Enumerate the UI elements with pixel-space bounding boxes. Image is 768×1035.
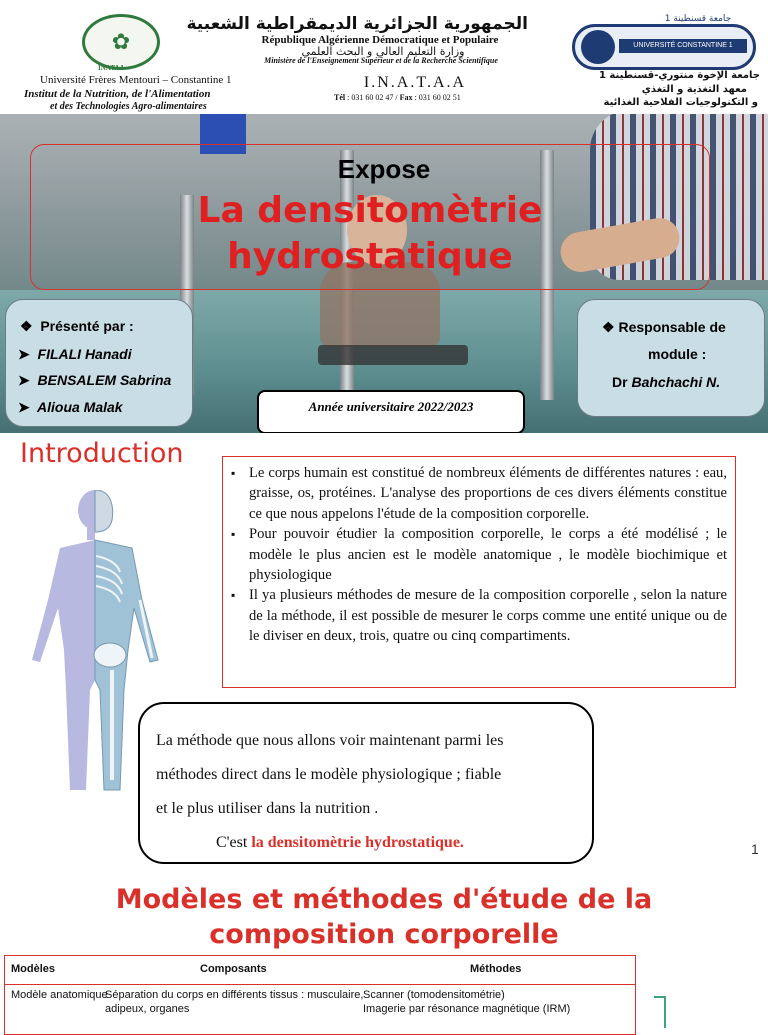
presenters-label: Présenté par : xyxy=(40,318,134,334)
presenters-heading: ❖ Présenté par : xyxy=(20,318,134,334)
institution-header xyxy=(0,0,768,114)
method-callout xyxy=(138,702,594,864)
table-header-row xyxy=(5,956,635,985)
models-heading-line-1: Modèles et méthodes d'étude de la xyxy=(115,884,653,915)
fax-number: : 031 60 02 51 xyxy=(414,93,461,102)
presenter-name: Alioua Malak xyxy=(37,399,123,415)
republic-french: République Algérienne Démocratique et Populaire xyxy=(261,34,499,46)
supervisor-title: Dr xyxy=(612,374,628,390)
method-line-1: La méthode que nous allons voir maintenant parmi les xyxy=(156,732,504,749)
institute-line-1: Institut de la Nutrition, de l'Alimentation xyxy=(24,88,211,100)
fax-label: Fax xyxy=(399,93,413,102)
introduction-heading: Introduction xyxy=(20,438,184,469)
title-slide xyxy=(0,0,768,433)
page-number: 1 xyxy=(751,841,759,857)
table-cell-methods: Imagerie par résonance magnétique (IRM) xyxy=(363,1003,571,1015)
university-arabic: جامعة الإخوة منتوري-قسنطينة 1 xyxy=(598,70,760,81)
presenters-card xyxy=(5,299,193,427)
models-heading-line-2: composition corporelle xyxy=(209,919,559,950)
presenter-item: ➤ BENSALEM Sabrina xyxy=(18,372,172,388)
models-table xyxy=(4,955,636,1035)
contact-line: Tél : 031 60 02 47 / Fax : 031 60 02 51 xyxy=(334,93,461,102)
weighing-chair-image xyxy=(318,345,468,365)
bullet-item: ▪ Pour pouvoir étudier la composition corporelle, le corps a été modélisé ; le modèle le plus ancien est le modèle anatomique , le modèle biochimique et physiologique xyxy=(229,524,727,585)
ministry-french: Ministère de l'Enseignement Supérieur et de la Recherche Scientifique xyxy=(264,56,498,65)
models-heading xyxy=(0,882,768,952)
republic-arabic: الجمهورية الجزائرية الديمقراطية الشعبية xyxy=(186,14,528,34)
presenter-item: ➤ Alioua Malak xyxy=(18,399,123,415)
title-line-2: hydrostatique xyxy=(227,236,513,277)
presenter-item: ➤ FILALI Hanadi xyxy=(18,346,132,362)
table-header-cell: Modèles xyxy=(11,963,56,975)
university-name: Université Frères Mentouri – Constantine 1 xyxy=(40,74,232,86)
table-cell-methods: Scanner (tomodensitométrie) xyxy=(363,989,505,1001)
university-logo-banner: UNIVERSITÉ CONSTANTINE 1 xyxy=(619,39,747,53)
introduction-bullet-box xyxy=(222,456,736,688)
method-highlight: la densitomètrie hydrostatique. xyxy=(251,834,464,851)
tel-label: Tél xyxy=(334,93,346,102)
university-emblem-icon xyxy=(581,30,615,64)
university-logo-arabic: جامعة قسنطينة 1 xyxy=(664,14,732,24)
supervisor-role: Responsable de xyxy=(618,319,726,335)
supervisor-module: module : xyxy=(648,346,707,362)
academic-year: Année universitaire 2022/2023 xyxy=(257,390,525,433)
institute-arabic-1: معهد التغذية و التغذي xyxy=(641,84,747,95)
method-prefix: C'est xyxy=(216,834,248,851)
bullet-item: ▪ Le corps humain est constitué de nombreux éléments de différentes natures : eau, graisse, os, protéines. L'analyse des proportions de ces divers éléments constitue ce que nous appelons l'étude de la composition corporelle. xyxy=(229,463,727,524)
presenter-name: BENSALEM Sabrina xyxy=(37,372,172,388)
tel-number: : 031 60 02 47 xyxy=(347,93,394,102)
table-header-cell: Composants xyxy=(200,963,267,975)
presenter-name: FILALI Hanadi xyxy=(37,346,132,362)
supervisor-name-line xyxy=(612,374,720,390)
institute-arabic-2: و التكنولوجيات الفلاحية الغذائية xyxy=(603,97,758,108)
supervisor-name: Bahchachi N. xyxy=(631,374,721,390)
table-header-cell: Méthodes xyxy=(470,963,522,975)
method-conclusion xyxy=(216,834,464,852)
supervisor-card xyxy=(577,299,765,417)
table-cell-components: adipeux, organes xyxy=(105,1003,190,1015)
supervisor-heading: ❖ Responsable de xyxy=(602,319,726,335)
constantine-university-logo xyxy=(572,24,756,70)
expose-label: Expose xyxy=(337,154,431,184)
table-cell-components: Séparation du corps en différents tissus : musculaire, xyxy=(105,989,364,1001)
inataa-logo-text: INATAA xyxy=(98,64,125,72)
institute-line-2: et des Technologies Agro-alimentaires xyxy=(50,101,207,112)
table-cell-model: Modèle anatomique xyxy=(11,989,108,1001)
bullet-item: ▪ Il ya plusieurs méthodes de mesure de la composition corporelle , selon la nature de la méthode, il est possible de mesurer le corps comme une entité unique ou de le diviser en deux, trois, quatre ou cinq compartiments. xyxy=(229,585,727,646)
inataa-acronym: I.N.A.T.A.A xyxy=(363,74,467,91)
method-line-2: méthodes direct dans le modèle physiologique ; fiable xyxy=(156,766,502,783)
ministry-arabic: وزارة التعليم العالي و البحث العلمي xyxy=(301,45,465,58)
bracket-decoration xyxy=(654,996,666,1028)
inataa-logo: ✿ xyxy=(82,14,160,70)
method-line-3: et le plus utiliser dans la nutrition . xyxy=(156,800,379,817)
title-line-1: La densitomètrie xyxy=(197,190,543,231)
